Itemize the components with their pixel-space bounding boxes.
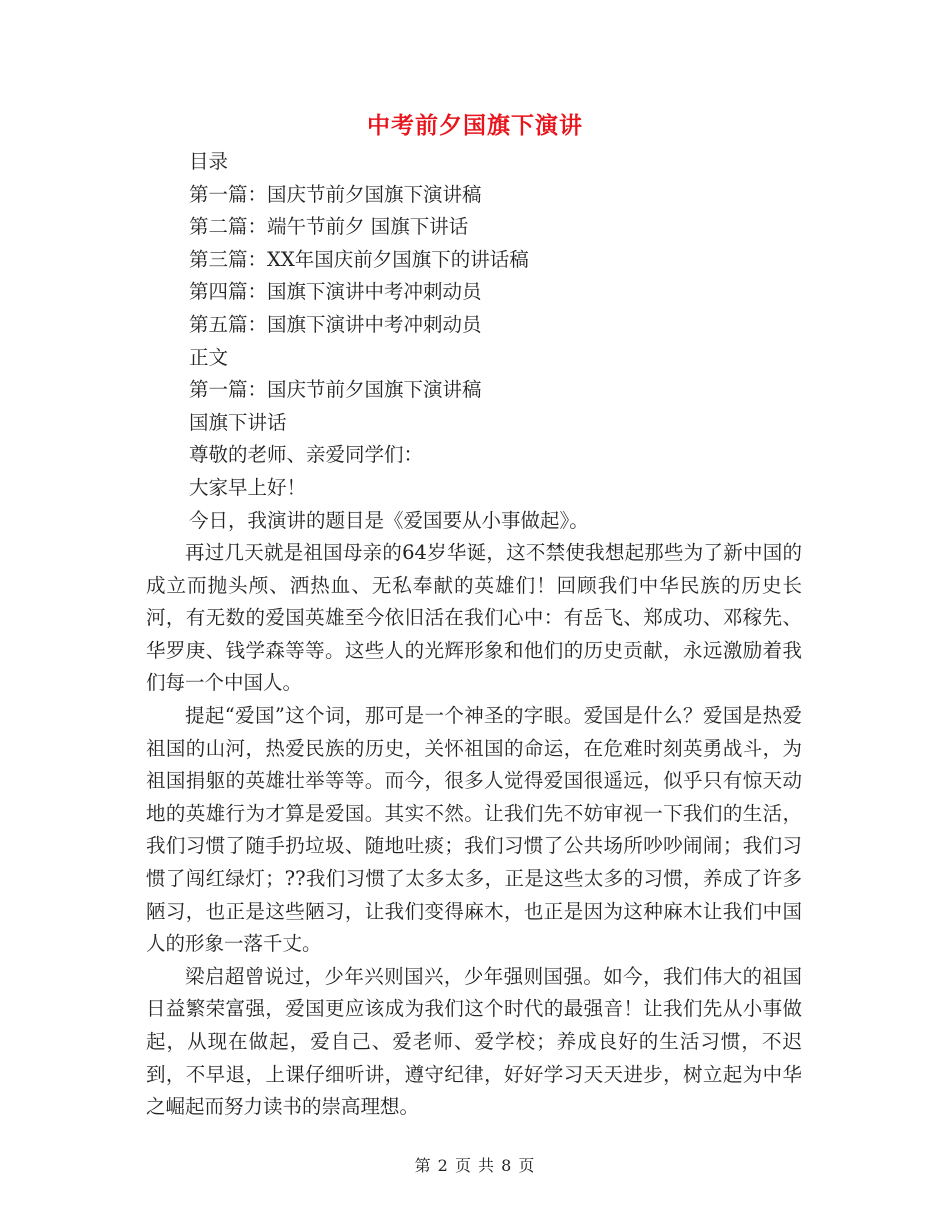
toc-item: 第五篇：国旗下演讲中考冲刺动员 (189, 312, 482, 336)
page-title: 中考前夕国旗下演讲 (367, 112, 583, 139)
chapter-heading: 第一篇：国庆节前夕国旗下演讲稿 (189, 378, 482, 402)
body-paragraph: 梁启超曾说过，少年兴则国兴，少年强则国强。如今，我们伟大的祖国日益繁荣富强，爱国更应该成为我们这个时代的最强音！让我们先从小事做起，从现在做起，爱自己、爱老师、爱学校；养成良好的生活习惯，不迟到，不早退，上课仔细听讲，遵守纪律，好好学习天天进步，树立起为中华之崛起而努力读书的崇高理想。 (146, 964, 802, 1119)
table-of-contents (189, 146, 589, 537)
body-paragraph: 提起“爱国”这个词，那可是一个神圣的字眼。爱国是什么？爱国是热爱祖国的山河，热爱民族的历史，关怀祖国的命运，在危难时刻英勇战斗，为祖国捐躯的英雄壮举等等。而今，很多人觉得爱国很遥远，似乎只有惊天动地的英雄行为才算是爱国。其实不然。让我们先不妨审视一下我们的生活，我们习惯了随手扔垃圾、随地吐痰；我们习惯了公共场所吵吵闹闹；我们习惯了闯红绿灯；??我们习惯了太多太多，正是这些太多的习惯，养成了许多陋习，也正是这些陋习，让我们变得麻木，也正是因为这种麻木让我们中国人的形象一落千丈。 (146, 703, 802, 956)
toc-item: 第三篇：XX年国庆前夕国旗下的讲话稿 (189, 247, 529, 271)
greeting: 大家早上好！ (189, 475, 307, 499)
speech-body (146, 537, 802, 1124)
page-footer: 第 2 页 共 8 页 (414, 1156, 536, 1175)
body-paragraph: 再过几天就是祖国母亲的64岁华诞，这不禁使我想起那些为了新中国的成立而抛头颅、洒热血、无私奉献的英雄们！回顾我们中华民族的历史长河，有无数的爱国英雄至今依旧活在我们心中：有岳飞、郑成功、邓稼先、华罗庚、钱学森等等。这些人的光辉形象和他们的历史贡献，永远激励着我们每一个中国人。 (146, 541, 802, 695)
salutation: 尊敬的老师、亲爱同学们： (189, 443, 424, 467)
toc-heading: 目录 (189, 150, 229, 173)
topic-line: 今日，我演讲的题目是《爱国要从小事做起》。 (189, 508, 589, 532)
section-heading: 正文 (189, 345, 229, 369)
toc-item: 第二篇：端午节前夕 国旗下讲话 (189, 215, 469, 239)
speech-title: 国旗下讲话 (189, 410, 287, 434)
toc-item: 第四篇：国旗下演讲中考冲刺动员 (189, 280, 482, 304)
toc-item: 第一篇：国庆节前夕国旗下演讲稿 (189, 182, 482, 206)
